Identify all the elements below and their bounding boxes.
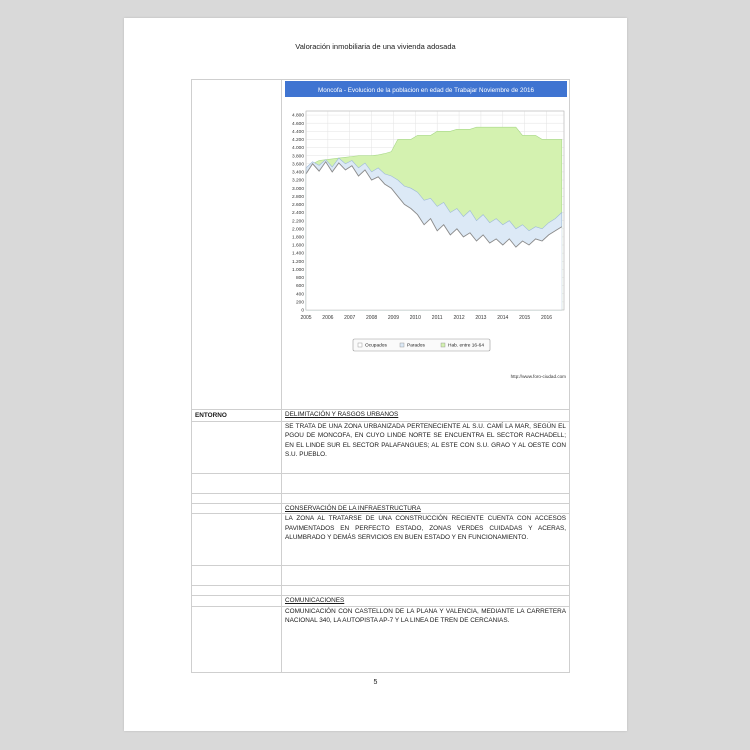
x-tick-label: 2010 xyxy=(409,315,421,321)
x-tick-label: 2005 xyxy=(300,315,312,321)
y-axis-ticks xyxy=(292,113,304,314)
page-header: Valoración inmobiliaria de una vivienda adosada xyxy=(295,42,456,51)
block-text-conservacion: LA ZONA AL TRATARSE DE UNA CONSTRUCCIÓN RECIENTE CUENTA CON ACCESOS PAVIMENTADOS EN PERFECTO ESTADO, ZONAS VERDES CUIDADAS Y ACERAS, ALUMBRADO Y DEMÁS SERVICIOS EN BUEN ESTADO Y EN FUNCIONAMIENTO. xyxy=(282,514,570,566)
property-table xyxy=(191,79,570,673)
block-title-comunicaciones: COMUNICACIONES xyxy=(282,596,570,606)
population-chart xyxy=(282,80,576,406)
legend-swatch xyxy=(358,343,362,347)
y-tick-label: 2.800 xyxy=(291,194,304,200)
block-title-delimitacion: DELIMITACIÓN Y RASGOS URBANOS xyxy=(282,410,570,421)
y-tick-label: 2.400 xyxy=(291,211,304,217)
block-text-delimitacion: SE TRATA DE UNA ZONA URBANIZADA PERTENECIENTE AL S.U. CAMÍ LA MAR, SEGÚN EL PGOU DE MONCOFA, EN CUYO LINDE NORTE SE ENCUENTRA EL SECTOR RACHADELL; EN EL LINDE SUR EL SECTOR PALAFANGUES; AL ESTE CON S.U. GRAO Y AL OESTE CON S.U. PUEBLO. xyxy=(282,421,570,473)
x-tick-label: 2009 xyxy=(387,315,400,321)
block-title-conservacion: CONSERVACIÓN DE LA INFRAESTRUCTURA xyxy=(282,503,570,513)
y-tick-label: 0 xyxy=(301,308,304,314)
chart-cell xyxy=(282,80,570,410)
page-number: 5 xyxy=(373,679,378,686)
x-tick-label: 2006 xyxy=(322,315,334,321)
y-tick-label: 2.000 xyxy=(291,227,304,233)
y-tick-label: 1.800 xyxy=(291,235,304,241)
y-tick-label: 3.000 xyxy=(291,186,304,192)
y-tick-label: 4.000 xyxy=(291,146,304,152)
x-tick-label: 2007 xyxy=(344,315,356,321)
y-tick-label: 4.400 xyxy=(291,129,304,135)
y-tick-label: 800 xyxy=(295,276,304,282)
y-tick-label: 3.400 xyxy=(291,170,304,176)
y-tick-label: 400 xyxy=(295,292,304,298)
y-tick-label: 200 xyxy=(295,300,304,306)
chart-legend[interactable] xyxy=(353,339,490,351)
y-tick-label: 1.200 xyxy=(291,259,304,265)
x-tick-label: 2013 xyxy=(475,315,487,321)
legend-item: Ocupados xyxy=(365,343,387,349)
section-label: ENTORNO xyxy=(192,410,282,421)
document-page xyxy=(124,18,627,731)
legend-swatch xyxy=(400,343,404,347)
y-tick-label: 3.600 xyxy=(291,162,304,168)
legend-swatch xyxy=(441,343,445,347)
y-tick-label: 1.000 xyxy=(291,267,304,273)
x-tick-label: 2008 xyxy=(366,315,378,321)
x-tick-label: 2015 xyxy=(519,315,531,321)
x-tick-label: 2016 xyxy=(540,315,553,321)
y-tick-label: 1.400 xyxy=(291,251,304,257)
y-tick-label: 2.200 xyxy=(291,219,304,225)
empty-cell xyxy=(192,80,282,410)
y-tick-label: 4.800 xyxy=(291,113,304,119)
y-tick-label: 1.600 xyxy=(291,243,304,249)
y-tick-label: 600 xyxy=(295,284,304,290)
chart-title: Moncofa - Evolucion de la poblacion en edad de Trabajar Noviembre de 2016 xyxy=(318,87,534,94)
chart-source: http://www.foro-ciudad.com xyxy=(510,374,566,379)
x-tick-label: 2014 xyxy=(497,315,509,321)
block-text-comunicaciones: COMUNICACIÓN CON CASTELLON DE LA PLANA Y VALENCIA, MEDIANTE LA CARRETERA NACIONAL 340, LA AUTOPISTA AP-7 Y LA LINEA DE TREN DE CERCANIAS. xyxy=(282,606,570,672)
x-tick-label: 2012 xyxy=(453,315,465,321)
y-tick-label: 3.800 xyxy=(291,154,304,160)
y-tick-label: 4.200 xyxy=(291,138,304,144)
y-tick-label: 2.600 xyxy=(291,203,304,209)
x-axis-ticks xyxy=(300,315,552,321)
y-tick-label: 4.600 xyxy=(291,121,304,127)
legend-item: Parados xyxy=(407,343,425,349)
y-tick-label: 3.200 xyxy=(291,178,304,184)
legend-item: Hab. entre 16-64 xyxy=(448,343,485,349)
x-tick-label: 2011 xyxy=(431,315,443,321)
